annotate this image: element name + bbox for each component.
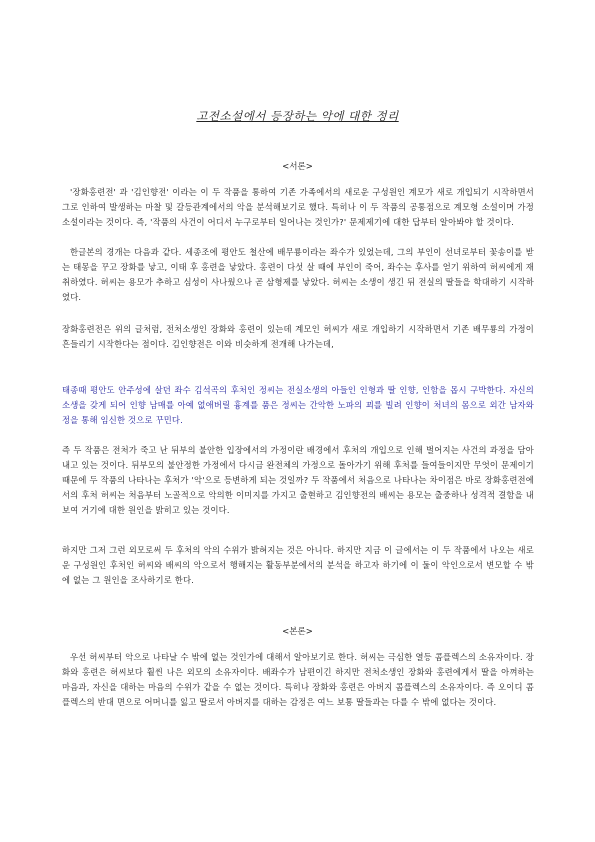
document-title: 고전소설에서 등장하는 악에 대한 정리 bbox=[196, 109, 399, 123]
intro-paragraph-1: '장화홍련전' 과 '김인향전' 이라는 이 두 작품을 통하여 기존 가족에서의 새로운 구성원인 계모가 새로 개입되기 시작하면서 그로 인하여 발생하는 마찰 및 갈등관계에서의 악을 분석해보기로 했다. 특히나 이 두 작품의 공통점으로 계모형 소설이며 가정 소설이라는 것이다. 즉, '작품의 사건이 어디서 누구로부터 일어나는 것인가?' 문제제기에 대한 답부터 알아봐야 할 것이다. bbox=[62, 187, 537, 227]
body-heading: <본론> bbox=[282, 627, 313, 637]
intro-quote-paragraph: 태종때 평안도 안주성에 살던 좌수 김석곡의 후처인 정씨는 전실소생의 아들인 인형과 딸 인향, 인함을 몹시 구박한다. 자신의 소생을 갖게 되어 인향 남매를 아예 없애버릴 흉계를 품은 정씨는 간악한 노파의 꾀를 빌려 인향이 처녀의 몸으로 외간 남자와 정을 통해 임신한 것으로 꾸민다. bbox=[62, 385, 537, 425]
intro-paragraph-3: 장화홍련전은 위의 글처럼, 전처소생인 장화와 홍련이 있는데 계모인 허씨가 새로 개입하기 시작하면서 기존 배무룡의 가정이 흔들리기 시작한다는 점이다. 김인향전은 이와 비슷하게 전개해 나가는데, bbox=[62, 324, 537, 349]
body-paragraph-1: 우선 허씨부터 악으로 나타날 수 밖에 없는 것인가에 대해서 알아보기로 한다. 허씨는 극심한 열등 콤플렉스의 소유자이다. 장화와 홍련은 허씨보다 훨씬 나은 외모의 소유자이다. 배좌수가 남편이긴 하지만 전처소생인 장화와 홍련에게서 딸을 아껴하는 마음과, 자신을 대하는 마음의 수위가 같을 수 없는 것이다. 특히나 장화와 홍련은 아버지 콤플렉스의 소유자이다. 즉 오이디 콤플렉스의 반대 면으로 어머니를 잃고 딸로서 아버지를 대하는 감정은 여느 보통 딸들과는 다를 수 밖에 없다는 것이다. bbox=[62, 652, 537, 707]
intro-heading: <서론> bbox=[282, 162, 313, 172]
intro-paragraph-6: 하지만 그저 그런 외모로써 두 후처의 악의 수위가 밝혀지는 것은 아니다. 하지만 지금 이 글에서는 이 두 작품에서 나오는 새로운 구성원인 후처인 허씨와 배씨의 악으로서 행해지는 활동부분에서의 분석을 하고자 하기에 이 둘이 악인으로서 변모할 수 밖에 없는 그 원인을 조사하기로 한다. bbox=[62, 545, 534, 585]
intro-paragraph-5: 즉 두 작품은 전처가 죽고 난 뒤부의 불안한 입장에서의 가정이란 배경에서 후처의 개입으로 인해 벌어지는 사건의 과정을 담아내고 있는 것이다. 뒤부모의 불안정한 가정에서 다시금 완전체의 가정으로 돌아가기 위해 후처를 들여들이지만 무엇이 문제이기 때문에 두 작품의 나타나는 후처가 '악'으로 등변하게 되는 것일까? 두 작품에서 처음으로 나타나는 차이점은 바로 장화홍련전에서의 후처 허씨는 처음부터 노골적으로 악의한 이미지를 가지고 출현하고 김인향전의 배씨는 용모는 출중하나 성격적 결함을 내보여 거기에 대한 원인을 밝히고 있는 것이다. bbox=[62, 445, 537, 515]
intro-paragraph-2: 한글본의 경개는 다음과 같다. 세종조에 평안도 철산에 배무룡이라는 좌수가 있었는데, 그의 부인이 선녀로부터 꽃송이를 받는 태몽을 꾸고 장화를 낳고, 이태 후 홍련을 낳았다. 홍련이 다섯 살 때에 부인이 죽어, 좌수는 후사를 얻기 위하여 허씨에게 재취하였다. 허씨는 용모가 추하고 심성이 사나웠으나 곧 삼형제를 낳았다. 허씨는 소생이 생긴 뒤 전실의 딸들을 학대하기 시작하였다. bbox=[62, 247, 534, 302]
